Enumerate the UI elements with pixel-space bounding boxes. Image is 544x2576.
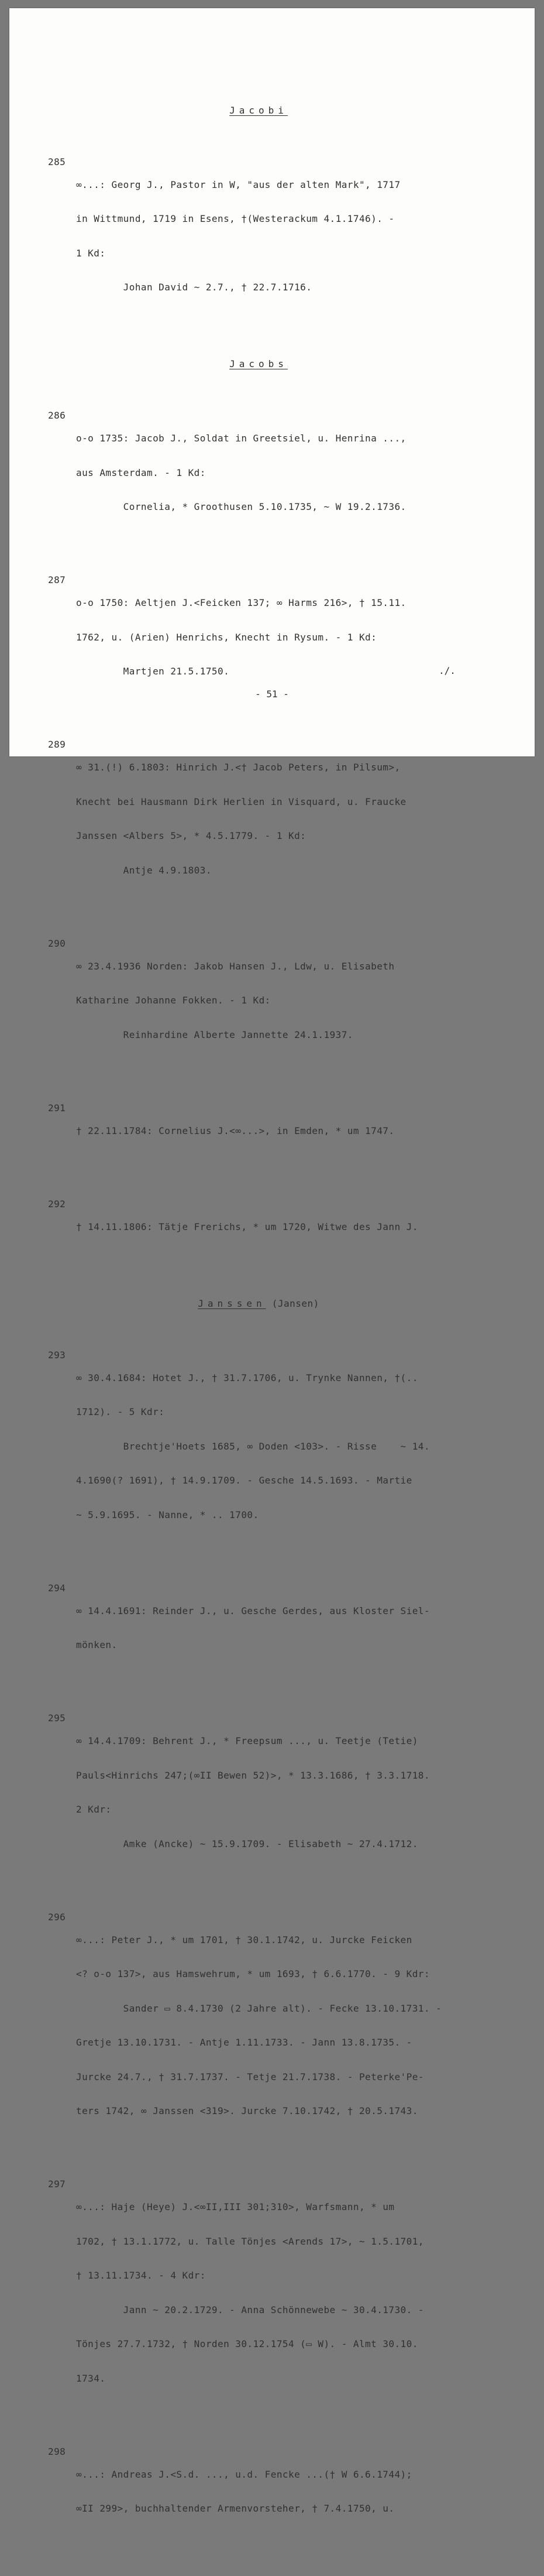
entry-line: o-o 1735: Jacob J., Soldat in Greetsiel, u. Henrina ...,: [76, 433, 407, 444]
entry-line: ∞ 14.4.1709: Behrent J., * Freepsum ..., u. Teetje (Tetie): [76, 1735, 418, 1746]
entry-line: Johan David ~ 2.7., † 22.7.1716.: [76, 282, 312, 293]
surname-heading: Jacobi: [229, 104, 288, 116]
entry: [48, 410, 469, 536]
entry: [48, 1102, 469, 1160]
entry-line: o-o 1750: Aeltjen J.<Feicken 137; ∞ Harms 216>, † 15.11.: [76, 597, 407, 608]
entry-line: aus Amsterdam. - 1 Kd:: [76, 467, 206, 478]
entry-line: Brechtje'Hoets 1685, ∞ Doden <103>. - Risse ~ 14.: [76, 1440, 430, 1452]
entry-line: 1702, † 13.1.1772, u. Talle Tönjes <Arends 17>, ~ 1.5.1701,: [76, 2235, 424, 2247]
surname-heading: Janssen (Jansen): [198, 1297, 319, 1309]
entry-number: 293: [48, 1349, 66, 1361]
entry-line: ∞ 30.4.1684: Hotet J., † 31.7.1706, u. Trynke Nannen, †(..: [76, 1372, 418, 1383]
entry-line: 1712). - 5 Kdr:: [76, 1406, 165, 1417]
entry-line: Pauls<Hinrichs 247;(∞II Bewen 52)>, * 13.3.1686, † 3.3.1718.: [76, 1769, 430, 1781]
entry-line: in Wittmund, 1719 in Esens, †(Westerackum 4.1.1746). -: [76, 213, 395, 224]
entry-line: 2 Kdr:: [76, 1804, 112, 1815]
document-page: [9, 8, 535, 2514]
entry-number: 294: [48, 1582, 66, 1594]
entry-line: <? o-o 137>, aus Hamswehrum, * um 1693, † 6.6.1770. - 9 Kdr:: [76, 1968, 430, 1979]
entry-line: ∞II 299>, buchhaltender Armenvorsteher, † 7.4.1750, u.: [76, 2503, 395, 2514]
entry: [48, 1712, 469, 1872]
continuation-mark: ./.: [439, 665, 456, 676]
entry: [48, 1349, 469, 1544]
entry-line: Martjen 21.5.1750.: [76, 666, 230, 677]
entry-line: mönken.: [76, 1639, 118, 1650]
entry-number: 296: [48, 1911, 66, 1923]
entry: [48, 1582, 469, 1674]
entry-line: 1762, u. (Arien) Henrichs, Knecht in Rysum. - 1 Kd:: [76, 631, 377, 643]
entry-line: Cornelia, * Groothusen 5.10.1735, ~ W 19.2.1736.: [76, 501, 407, 512]
entry: [48, 2178, 469, 2407]
genealogy-text: [48, 67, 469, 2576]
surname-variant: (Jansen): [271, 1297, 319, 1309]
entry-line: ~ 5.9.1695. - Nanne, * .. 1700.: [76, 1509, 259, 1520]
entry-line: † 14.11.1806: Tätje Frerichs, * um 1720, Witwe des Jann J.: [76, 1221, 418, 1232]
entry-number: 295: [48, 1712, 66, 1724]
entry-line: 4.1690(? 1691), † 14.9.1709. - Gesche 14.5.1693. - Martie: [76, 1475, 412, 1486]
surname-heading: Jacobs: [229, 358, 288, 369]
entry-line: Sander ▭ 8.4.1730 (2 Jahre alt). - Fecke 13.10.1731. -: [76, 2002, 442, 2014]
entry-number: 285: [48, 156, 66, 167]
entry-line: Gretje 13.10.1731. - Antje 1.11.1733. - Jann 13.8.1735. -: [76, 2037, 412, 2048]
entry-line: Antje 4.9.1803.: [76, 864, 212, 876]
entry-number: 297: [48, 2178, 66, 2190]
entry-line: † 22.11.1784: Cornelius J.<∞...>, in Emden, * um 1747.: [76, 1125, 395, 1136]
entry-line: ∞ 23.4.1936 Norden: Jakob Hansen J., Ldw, u. Elisabeth: [76, 960, 395, 972]
entry: [48, 156, 469, 316]
entry-line: Amke (Ancke) ~ 15.9.1709. - Elisabeth ~ 27.4.1712.: [76, 1838, 418, 1849]
entry-line: Reinhardine Alberte Jannette 24.1.1937.: [76, 1029, 353, 1040]
entry: [48, 2446, 469, 2537]
entry-line: ∞...: Haje (Heye) J.<∞II,III 301;310>, Warfsmann, * um: [76, 2201, 395, 2212]
page-number: - 51 -: [255, 688, 289, 700]
entry: [48, 739, 469, 899]
entry-number: 289: [48, 739, 66, 750]
entry-line: Katharine Johanne Fokken. - 1 Kd:: [76, 995, 271, 1006]
entry: [48, 938, 469, 1064]
entry-line: 1 Kd:: [76, 247, 106, 259]
entry-line: Jann ~ 20.2.1729. - Anna Schönnewebe ~ 30.4.1730. -: [76, 2304, 424, 2315]
entry-number: 286: [48, 410, 66, 421]
entry-line: ters 1742, ∞ Janssen <319>. Jurcke 7.10.1742, † 20.5.1743.: [76, 2105, 418, 2116]
entry-line: ∞ 31.(!) 6.1803: Hinrich J.<† Jacob Peters, in Pilsum>,: [76, 762, 401, 773]
entry-line: ∞...: Peter J., * um 1701, † 30.1.1742, u. Jurcke Feicken: [76, 1934, 412, 1945]
entry-line: Knecht bei Hausmann Dirk Herlien in Visquard, u. Fraucke: [76, 796, 407, 807]
entry: [48, 1198, 469, 1256]
entry-line: Janssen <Albers 5>, * 4.5.1779. - 1 Kd:: [76, 830, 307, 841]
entry-number: 292: [48, 1198, 66, 1210]
entry: [48, 1912, 469, 2140]
entry-number: 291: [48, 1102, 66, 1114]
entry-line: † 13.11.1734. - 4 Kdr:: [76, 2270, 206, 2281]
entry-number: 290: [48, 937, 66, 949]
entry: [48, 574, 469, 700]
entry-line: Tönjes 27.7.1732, † Norden 30.12.1754 (▭ W). - Almt 30.10.: [76, 2338, 418, 2349]
entry-line: ∞...: Georg J., Pastor in W, "aus der alten Mark", 1717: [76, 179, 401, 190]
entry-line: 1734.: [76, 2372, 106, 2384]
entry-number: 298: [48, 2445, 66, 2457]
entry-line: ∞ 14.4.1691: Reinder J., u. Gesche Gerdes, aus Kloster Siel-: [76, 1605, 430, 1616]
entry-number: 287: [48, 574, 66, 585]
entry-line: ∞...: Andreas J.<S.d. ..., u.d. Fencke ...(† W 6.6.1744);: [76, 2468, 412, 2480]
entry-line: Jurcke 24.7., † 31.7.1737. - Tetje 21.7.1738. - Peterke'Pe-: [76, 2071, 424, 2082]
